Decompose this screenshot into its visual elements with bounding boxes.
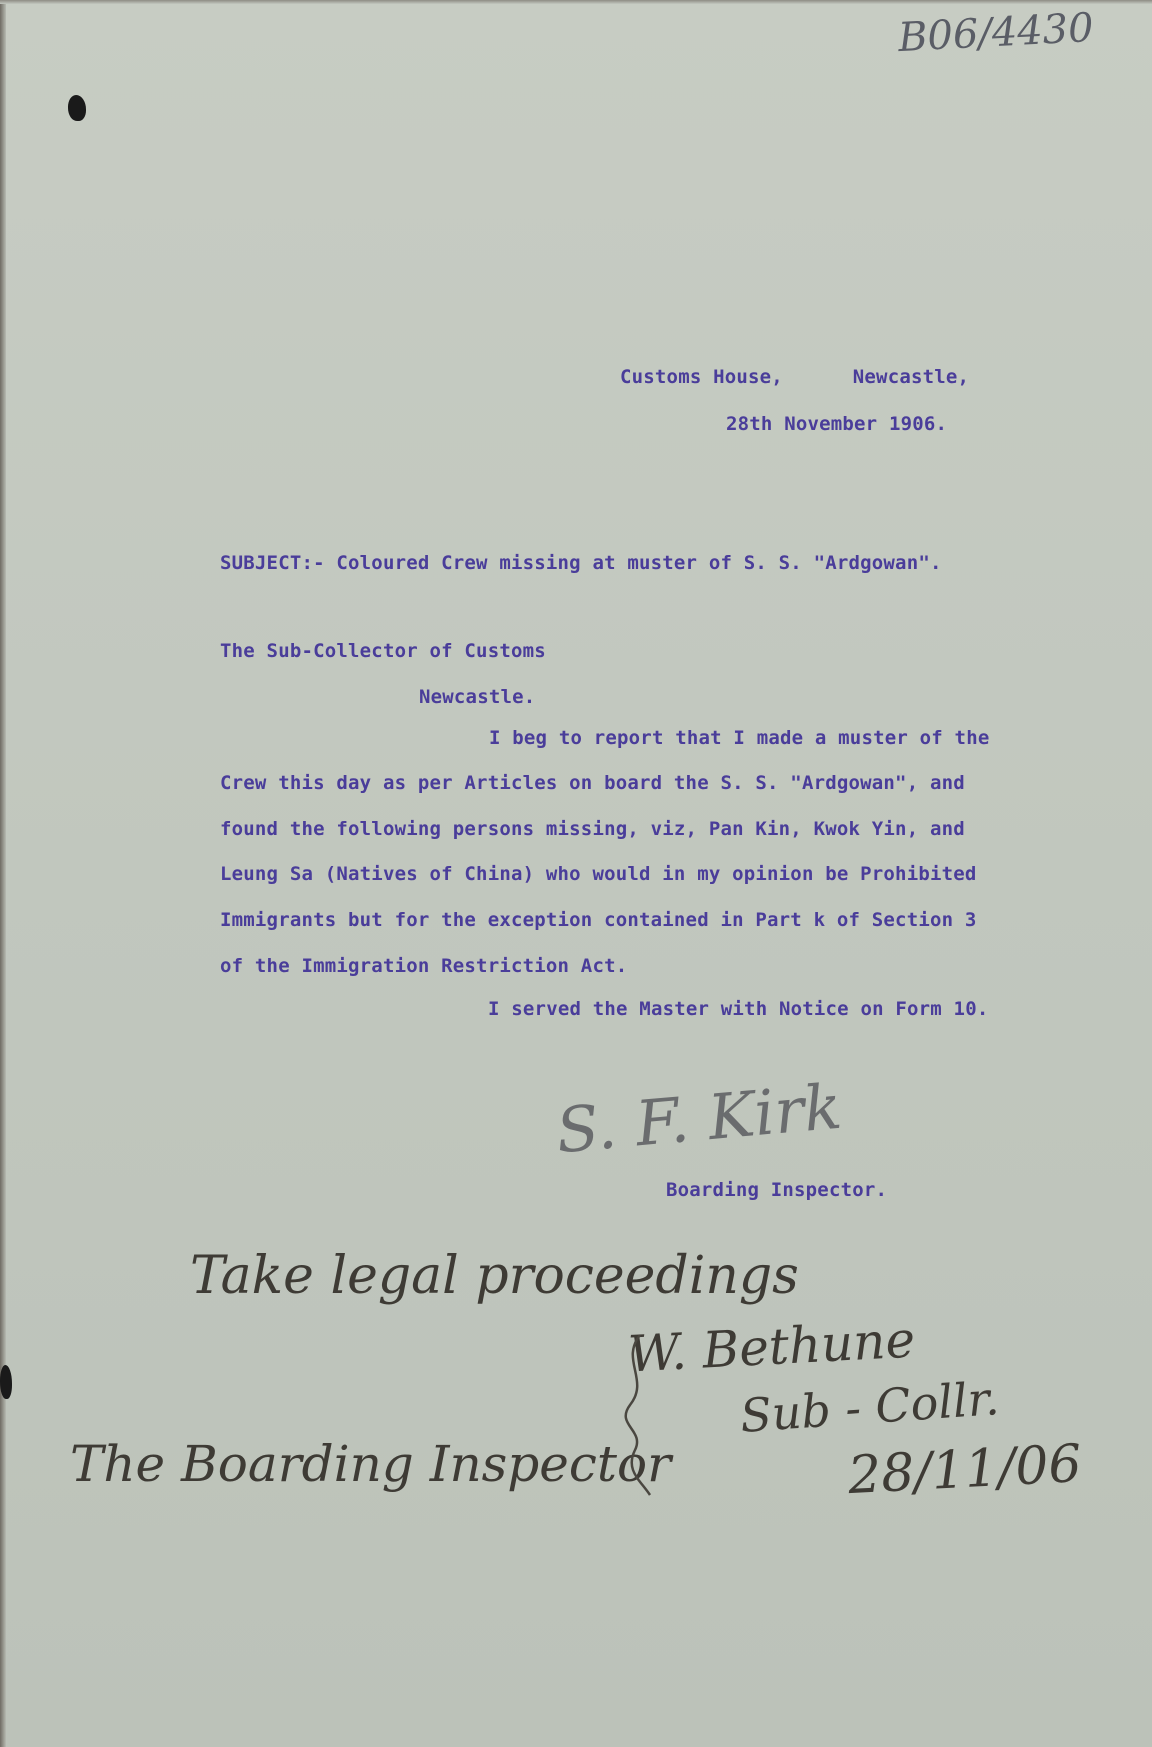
minute-instruction: Take legal proceedings <box>190 1246 799 1306</box>
body-line-4: Leung Sa (Natives of China) who would in my opinion be Prohibited <box>220 863 977 885</box>
punch-hole-bottom <box>0 1365 12 1399</box>
archive-reference: B06/4430 <box>896 4 1095 62</box>
body-line-3: found the following persons missing, viz, Pan Kin, Kwok Yin, and <box>220 818 965 840</box>
addressee-line-1: The Sub-Collector of Customs <box>220 640 546 662</box>
signature-title: Boarding Inspector. <box>666 1179 888 1201</box>
body-line-7: I served the Master with Notice on Form 10. <box>488 998 989 1020</box>
body-line-6: of the Immigration Restriction Act. <box>220 955 628 977</box>
minute-bracket <box>610 1330 670 1500</box>
header-location: Customs House, Newcastle, <box>620 366 970 388</box>
addressee-line-2: Newcastle. <box>419 686 536 708</box>
header-date: 28th November 1906. <box>726 413 948 435</box>
minute-recipient: The Boarding Inspector <box>70 1435 672 1493</box>
minute-signatory: W. Bethune <box>626 1310 917 1384</box>
paper-edge-left <box>0 0 6 1747</box>
minute-position: Sub - Collr. <box>738 1371 1001 1443</box>
paper-edge-top <box>0 0 1152 4</box>
body-line-1: I beg to report that I made a muster of the <box>489 727 990 749</box>
body-line-2: Crew this day as per Articles on board the S. S. "Ardgowan", and <box>220 772 965 794</box>
minute-date: 28/11/06 <box>846 1433 1083 1507</box>
punch-hole-top <box>68 95 86 121</box>
inspector-signature: S. F. Kirk <box>553 1069 845 1168</box>
body-line-5: Immigrants but for the exception contained in Part k of Section 3 <box>220 909 977 931</box>
subject-line: SUBJECT:- Coloured Crew missing at muster of S. S. "Ardgowan". <box>220 552 942 574</box>
